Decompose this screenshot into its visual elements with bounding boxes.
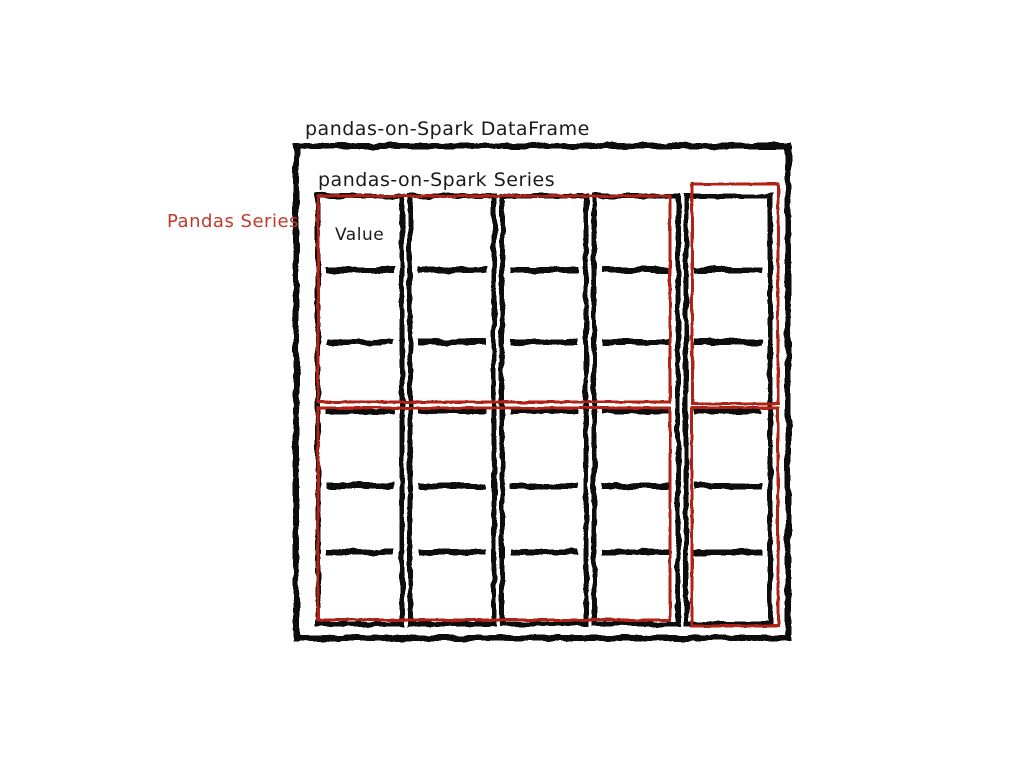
pandas-series-label: Pandas Series (167, 211, 299, 232)
pandas-series-highlight-box (692, 184, 778, 626)
value-cell-label: Value (335, 225, 385, 245)
row-dividers (326, 270, 762, 552)
series-title: pandas-on-Spark Series (318, 169, 556, 191)
dataframe-outer-box (296, 146, 788, 638)
dataframe-title: pandas-on-Spark DataFrame (305, 118, 590, 140)
